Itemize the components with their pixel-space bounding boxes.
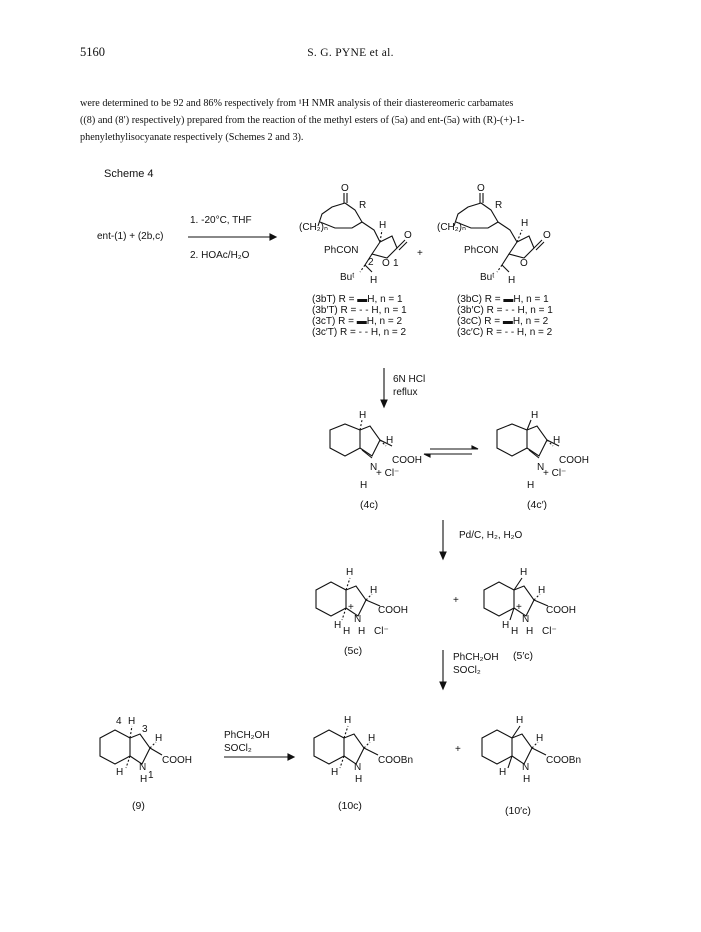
cooh-label: COOH — [392, 455, 422, 466]
compound-5c-label: (5c) — [344, 645, 363, 657]
arrow-head — [424, 454, 430, 457]
coobn-label: COOBn — [378, 755, 414, 766]
chloride-label: Cl⁻ — [374, 626, 389, 637]
esterification-condition: PhCH₂OH — [224, 730, 270, 741]
ch2n-label: (CH₂)ₙ — [437, 222, 466, 233]
phcon-label: PhCON — [324, 245, 359, 256]
atom-label-h: H — [527, 480, 535, 491]
esterification-condition: SOCl₂ — [453, 665, 481, 676]
ring-number-2: 2 — [368, 257, 374, 268]
atom-label-o: O — [543, 230, 551, 241]
hydrogenation-condition: Pd/C, H₂, H₂O — [459, 530, 523, 541]
atom-label-n: N — [354, 614, 362, 625]
atom-label-o: O — [341, 183, 349, 194]
compound-10c-prime-label: (10′c) — [505, 805, 531, 817]
atom-label-h: H — [379, 220, 387, 231]
page-number: 5160 — [80, 45, 105, 59]
atom-label-h: H — [334, 620, 342, 631]
esterification-condition: PhCH₂OH — [453, 652, 499, 663]
hydrolysis-condition: reflux — [393, 387, 418, 398]
ring-number-1: 1 — [393, 258, 399, 269]
cooh-label: COOH — [546, 605, 576, 616]
atom-label-n: N — [139, 762, 147, 773]
list-item: (3cT) R = ▬H, n = 2 — [312, 316, 403, 327]
ring-number-3: 3 — [142, 724, 148, 735]
cooh-label: COOH — [559, 455, 589, 466]
but-label: Buᵗ — [480, 272, 495, 283]
atom-label-h: H — [368, 733, 376, 744]
step1-condition: 2. HOAc/H₂O — [190, 250, 250, 261]
paragraph-line: were determined to be 92 and 86% respectively from ¹H NMR analysis of their diastereomeric carbamates — [80, 98, 514, 109]
atom-label-o: O — [520, 258, 528, 269]
plus-sign: + — [453, 595, 459, 606]
atom-label-h: H — [331, 767, 339, 778]
chloride-label: + Cl⁻ — [376, 468, 400, 479]
atom-label-h: H — [553, 435, 561, 446]
ch2n-label: (CH₂)ₙ — [299, 222, 328, 233]
atom-label-h: H — [360, 480, 368, 491]
atom-label-h: H — [116, 767, 124, 778]
atom-label-h: H — [526, 626, 534, 637]
atom-label-n: N — [537, 462, 545, 473]
esterification-condition: SOCl₂ — [224, 743, 252, 754]
left-compound-list — [312, 294, 407, 338]
scheme-title: Scheme 4 — [104, 168, 154, 180]
paragraph-line: ((8) and (8′) respectively) prepared from the reaction of the methyl esters of (5a) and ent-(5a) with (R)-(+)-1- — [80, 115, 525, 126]
atom-label-h: H — [140, 774, 148, 785]
list-item: (3c′T) R = - - H, n = 2 — [312, 327, 407, 338]
arrow-head — [440, 682, 446, 689]
atom-label-o: O — [477, 183, 485, 194]
atom-label-h: H — [155, 733, 163, 744]
cooh-label: COOH — [162, 755, 192, 766]
list-item: (3cC) R = ▬H, n = 2 — [457, 316, 549, 327]
compound-10c-label: (10c) — [338, 800, 362, 812]
arrow-head — [270, 234, 276, 240]
atom-label-h: H — [346, 567, 354, 578]
running-head: S. G. PYNE et al. — [307, 47, 394, 59]
list-item: (3b′C) R = - - H, n = 1 — [457, 305, 553, 316]
arrow-head — [440, 552, 446, 559]
atom-label-n: N — [522, 614, 530, 625]
arrow-head — [381, 400, 387, 407]
compound-5c-prime-label: (5′c) — [513, 650, 534, 662]
right-compound-list — [457, 294, 553, 338]
atom-label-h: H — [508, 275, 516, 286]
atom-label-n: N — [522, 762, 530, 773]
ring-plus: + — [516, 602, 522, 613]
atom-label-n: N — [354, 762, 362, 773]
list-item: (3bC) R = ▬H, n = 1 — [457, 294, 549, 305]
atom-label-h: H — [343, 626, 351, 637]
step1-condition: 1. -20°C, THF — [190, 215, 252, 226]
but-label: Buᵗ — [340, 272, 355, 283]
cooh-label: COOH — [378, 605, 408, 616]
compound-9-label: (9) — [132, 800, 145, 812]
arrow-head — [472, 446, 478, 449]
paragraph-line: phenylethylisocyanate respectively (Schemes 2 and 3). — [80, 132, 304, 143]
atom-label-h: H — [516, 715, 524, 726]
atom-label-h: H — [128, 716, 136, 727]
atom-label-o: O — [382, 258, 390, 269]
atom-label-h: H — [386, 435, 394, 446]
atom-label-h: H — [370, 585, 378, 596]
plus-sign: + — [455, 744, 461, 755]
atom-label-h: H — [502, 620, 510, 631]
atom-label-h: H — [511, 626, 519, 637]
chloride-label: Cl⁻ — [542, 626, 557, 637]
atom-label-h: H — [370, 275, 378, 286]
list-item: (3b′T) R = - - H, n = 1 — [312, 305, 407, 316]
atom-label-h: H — [358, 626, 366, 637]
atom-label-r: R — [495, 200, 503, 211]
list-item: (3c′C) R = - - H, n = 2 — [457, 327, 553, 338]
hydrolysis-condition: 6N HCl — [393, 374, 426, 385]
atom-label-h: H — [355, 774, 363, 785]
reactants-label: ent-(1) + (2b,c) — [97, 231, 164, 242]
phcon-label: PhCON — [464, 245, 499, 256]
ring-number-4: 4 — [116, 716, 122, 727]
atom-label-h: H — [520, 567, 528, 578]
atom-label-h: H — [344, 715, 352, 726]
compound-4c-label: (4c) — [360, 499, 379, 511]
atom-label-h: H — [538, 585, 546, 596]
chloride-label: + Cl⁻ — [543, 468, 567, 479]
ring-number-1: 1 — [148, 770, 154, 781]
atom-label-h: H — [521, 218, 529, 229]
atom-label-h: H — [531, 410, 539, 421]
atom-label-n: N — [370, 462, 378, 473]
arrow-head — [288, 754, 294, 760]
atom-label-h: H — [499, 767, 507, 778]
atom-label-h: H — [536, 733, 544, 744]
atom-label-o: O — [404, 230, 412, 241]
coobn-label: COOBn — [546, 755, 582, 766]
atom-label-h: H — [359, 410, 367, 421]
atom-label-r: R — [359, 200, 367, 211]
list-item: (3bT) R = ▬H, n = 1 — [312, 294, 403, 305]
atom-label-h: H — [523, 774, 531, 785]
compound-4c-prime-label: (4c′) — [527, 499, 548, 511]
compound-9-structure — [100, 726, 162, 768]
compound-4c-prime-structure — [497, 420, 559, 458]
plus-sign: + — [417, 248, 423, 259]
ring-plus: + — [348, 602, 354, 613]
compound-4c-structure — [330, 420, 392, 458]
